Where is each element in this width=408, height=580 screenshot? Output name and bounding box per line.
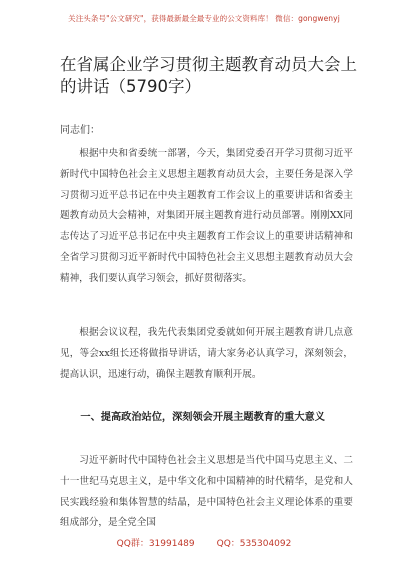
paragraph: 根据中央和省委统一部署，今天，集团党委召开学习贯彻习近平新时代中国特色社会主义思想主题教育动员大会，主要任务是深入学习贯彻习近平总书记在中央主题教育工作会议上的重要讲话和省委主题教育动员大会精神，对集团开展主题教育进行动员部署。刚刚XX同志传达了习近平总书记在中央主题教育工作会议上的重要讲话精神和全省学习贯彻习近平新时代中国特色社会主义思想主题教育动员大会精神，我们要认真学习领会，抓好贯彻落实。 <box>60 148 353 284</box>
banner-text: 关注头条号"公文研究"，获得最新最全最专业的公文资料库！ 微信：gongwenyj <box>68 13 340 23</box>
footer <box>0 536 408 549</box>
qq-group-text: QQ群：31991489 <box>116 539 195 549</box>
promo-banner <box>0 0 408 36</box>
document-title: 在省属企业学习贯彻主题教育动员大会上的讲话（5790字） <box>60 55 357 96</box>
section-heading: 一、提高政治站位，深刻领会开展主题教育的重大意义 <box>80 412 325 423</box>
paragraph: 根据会议议程，我先代表集团党委就如何开展主题教育讲几点意见，等会xx组长还将做指导讲话，请大家务必认真学习，深刻领会，提高认识，迅速行动，确保主题教育顺利开展。 <box>60 327 353 380</box>
paragraph: 习近平新时代中国特色社会主义思想是当代中国马克思主义、二十一世纪马克思主义，是中华文化和中国精神的时代精华，是党和人民实践经验和集体智慧的结晶，是中国特色社会主义理论体系的重要组成部分，是全党全国 <box>60 455 353 529</box>
salutation: 同志们： <box>60 125 100 136</box>
qq-number-text: QQ：535304092 <box>216 539 292 549</box>
